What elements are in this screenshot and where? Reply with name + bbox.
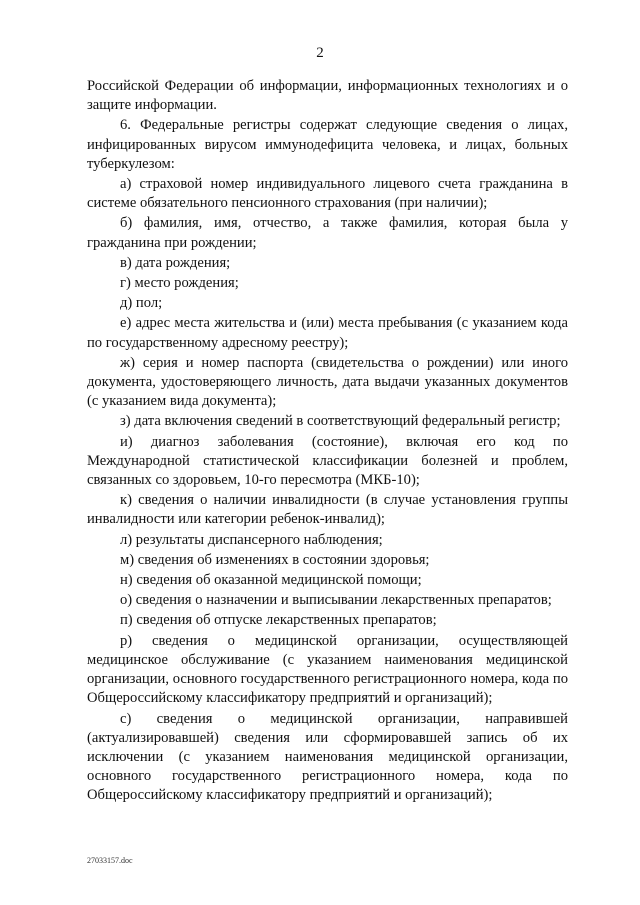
list-item-s: с) сведения о медицинской организации, направившей (актуализировавшей) сведения или сформировавшей запись об их исключении (с указанием наименования медицинской организации, основного государственного регистрационного номера, кода по Общероссийскому классификатору предприятий и организаций); xyxy=(87,710,568,804)
document-body xyxy=(87,77,568,806)
list-item-l: л) результаты диспансерного наблюдения; xyxy=(120,531,383,548)
page-number: 2 xyxy=(316,45,324,61)
list-item-a: а) страховой номер индивидуального лицевого счета гражданина в системе обязательного пенсионного страхования (при наличии); xyxy=(87,176,568,212)
list-item-v: в) дата рождения; xyxy=(120,254,231,271)
list-item-o: о) сведения о назначении и выписывании лекарственных препаратов; xyxy=(120,592,552,609)
list-item-r: р) сведения о медицинской организации, осуществляющей медицинское обслуживание (с указанием наименования медицинской организации, основного государственного регистрационного номера, кода по Общероссийскому классификатору предприятий и организаций); xyxy=(87,632,568,707)
list-item-zh: ж) серия и номер паспорта (свидетельства о рождении) или иного документа, удостоверяющего личность, дата выдачи указанных документов (с указанием вида документа); xyxy=(87,354,568,410)
list-item-k: к) сведения о наличии инвалидности (в случае установления группы инвалидности или категории ребенок-инвалид); xyxy=(87,492,568,528)
paragraph-continuation: Российской Федерации об информации, информационных технологиях и о защите информации. xyxy=(87,78,568,114)
list-item-n: н) сведения об оказанной медицинской помощи; xyxy=(120,572,422,589)
list-item-m: м) сведения об изменениях в состоянии здоровья; xyxy=(120,551,430,568)
list-item-b: б) фамилия, имя, отчество, а также фамилия, которая была у гражданина при рождении; xyxy=(87,215,568,251)
paragraph-item-6: 6. Федеральные регистры содержат следующие сведения о лицах, инфицированных вирусом иммунодефицита человека, и лицах, больных туберкулезом: xyxy=(87,117,568,172)
list-item-i: и) диагноз заболевания (состояние), включая его код по Международной статистической классификации болезней и проблем, связанных со здоровьем, 10-го пересмотра (МКБ-10); xyxy=(87,433,568,489)
list-item-z: з) дата включения сведений в соответствующий федеральный регистр; xyxy=(120,413,561,430)
list-item-g: г) место рождения; xyxy=(120,275,239,292)
list-item-d: д) пол; xyxy=(120,295,163,312)
list-item-e: е) адрес места жительства и (или) места пребывания (с указанием кода по государственному адресному реестру); xyxy=(87,315,568,351)
list-item-p: п) сведения об отпуске лекарственных препаратов; xyxy=(120,612,437,629)
document-file-code: 27033157.doc xyxy=(87,856,133,865)
